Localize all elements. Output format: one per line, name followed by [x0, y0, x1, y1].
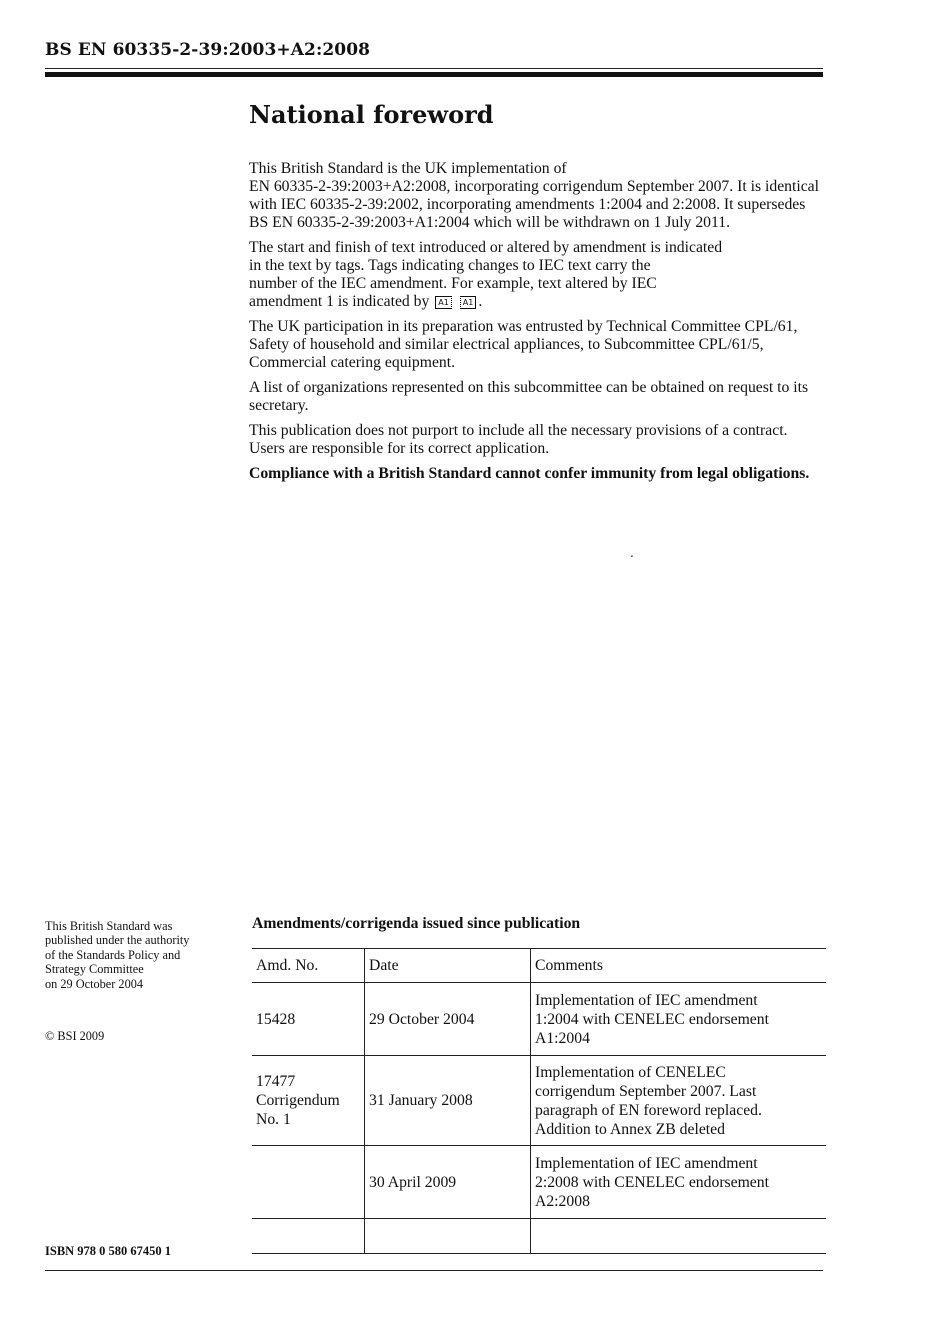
paragraph-tags-line3: number of the IEC amendment. For example, text altered by IEC: [249, 275, 657, 292]
comment-line: Implementation of IEC amendment: [535, 991, 758, 1009]
comment-line: A2:2008: [535, 1192, 590, 1210]
table-row: [252, 983, 826, 1056]
amd-no-cell: [252, 1219, 365, 1254]
paragraph-committee: The UK participation in its preparation was entrusted by Technical Committee CPL/61, Safety of household and similar electrical appliances, to Subcommittee CPL/61/5, Commercial catering equipment.: [249, 318, 798, 371]
comment-line: corrigendum September 2007. Last: [535, 1082, 757, 1100]
date-cell: 30 April 2009: [365, 1146, 531, 1219]
comments-cell: [531, 983, 827, 1056]
paragraph-implementation-rest: EN 60335-2-39:2003+A2:2008, incorporating corrigendum September 2007. It is identical with IEC 60335-2-39:2002, incorporating amendments 1:2004 and 2:2008. It supersedes BS EN 60335-2-39:2003+A1:2004 which will be withdrawn on 1 July 2011.: [249, 178, 819, 231]
amd-no-cell: [252, 983, 365, 1056]
amendments-table: [252, 948, 826, 1254]
column-header-comments: Comments: [531, 949, 827, 983]
document-id: BS EN 60335-2-39:2003+A2:2008: [45, 40, 371, 60]
comments-cell: [531, 1146, 827, 1219]
comments-cell: [531, 1219, 827, 1254]
amendments-heading: Amendments/corrigenda issued since publication: [252, 915, 581, 932]
publication-note-line: of the Standards Policy and: [45, 947, 181, 962]
paragraph-compliance: Compliance with a British Standard cannot confer immunity from legal obligations.: [249, 465, 810, 482]
amendment-end-tag-icon: A1: [460, 296, 477, 309]
table-row: [252, 1219, 826, 1254]
header-thick-rule: [45, 72, 823, 77]
amd-no-cell: [252, 1056, 365, 1146]
publication-note-line: published under the authority: [45, 933, 190, 948]
comment-line: 1:2004 with CENELEC endorsement: [535, 1010, 769, 1028]
amd-no-cell: [252, 1146, 365, 1219]
header-thin-rule: [45, 68, 823, 69]
footer-rule: [45, 1270, 823, 1271]
publication-note-line: on 29 October 2004: [45, 976, 144, 991]
paragraph-tags-period: .: [478, 293, 483, 310]
amd-no-line: 15428: [256, 1010, 296, 1028]
comment-line: A1:2004: [535, 1029, 590, 1047]
paragraph-tags-line2: in the text by tags. Tags indicating changes to IEC text carry the: [249, 257, 651, 274]
isbn: ISBN 978 0 580 67450 1: [45, 1244, 172, 1258]
paragraph-implementation-line1: This British Standard is the UK implementation of: [249, 160, 567, 177]
date-cell: 29 October 2004: [365, 983, 531, 1056]
comment-line: Addition to Annex ZB deleted: [535, 1120, 725, 1138]
stray-mark: .: [630, 546, 634, 560]
publication-note: [45, 919, 235, 991]
amd-no-line: 17477: [256, 1073, 296, 1090]
table-row: [252, 1056, 826, 1146]
amendment-start-tag-icon: A1: [435, 296, 452, 309]
foreword-body: [249, 160, 824, 490]
comment-line: Implementation of IEC amendment: [535, 1154, 758, 1172]
publication-note-line: This British Standard was: [45, 919, 173, 933]
paragraph-tags-line1: The start and finish of text introduced or altered by amendment is indicated: [249, 239, 723, 256]
amd-no-line: No. 1: [256, 1111, 291, 1128]
table-row: [252, 1146, 826, 1219]
paragraph-organizations: A list of organizations represented on this subcommittee can be obtained on request to its secretary.: [249, 379, 809, 414]
paragraph-provisions: This publication does not purport to include all the necessary provisions of a contract. Users are responsible for its correct application.: [249, 422, 788, 457]
comment-line: paragraph of EN foreword replaced.: [535, 1101, 762, 1119]
amd-no-line: Corrigendum: [256, 1092, 340, 1109]
page-title: National foreword: [249, 100, 494, 129]
comments-cell: [531, 1056, 827, 1146]
date-cell: 31 January 2008: [365, 1056, 531, 1146]
copyright-notice: © BSI 2009: [45, 1029, 105, 1043]
paragraph-tags-line4: amendment 1 is indicated by: [249, 293, 430, 310]
comment-line: Implementation of CENELEC: [535, 1063, 726, 1081]
table-header-row: [252, 949, 826, 983]
publication-note-line: Strategy Committee: [45, 962, 144, 977]
paragraph-implementation: [249, 160, 824, 232]
date-cell: [365, 1219, 531, 1254]
column-header-date: Date: [365, 949, 531, 983]
paragraph-tags: [249, 239, 824, 311]
comment-line: 2:2008 with CENELEC endorsement: [535, 1173, 769, 1191]
column-header-amd-no: Amd. No.: [252, 949, 365, 983]
